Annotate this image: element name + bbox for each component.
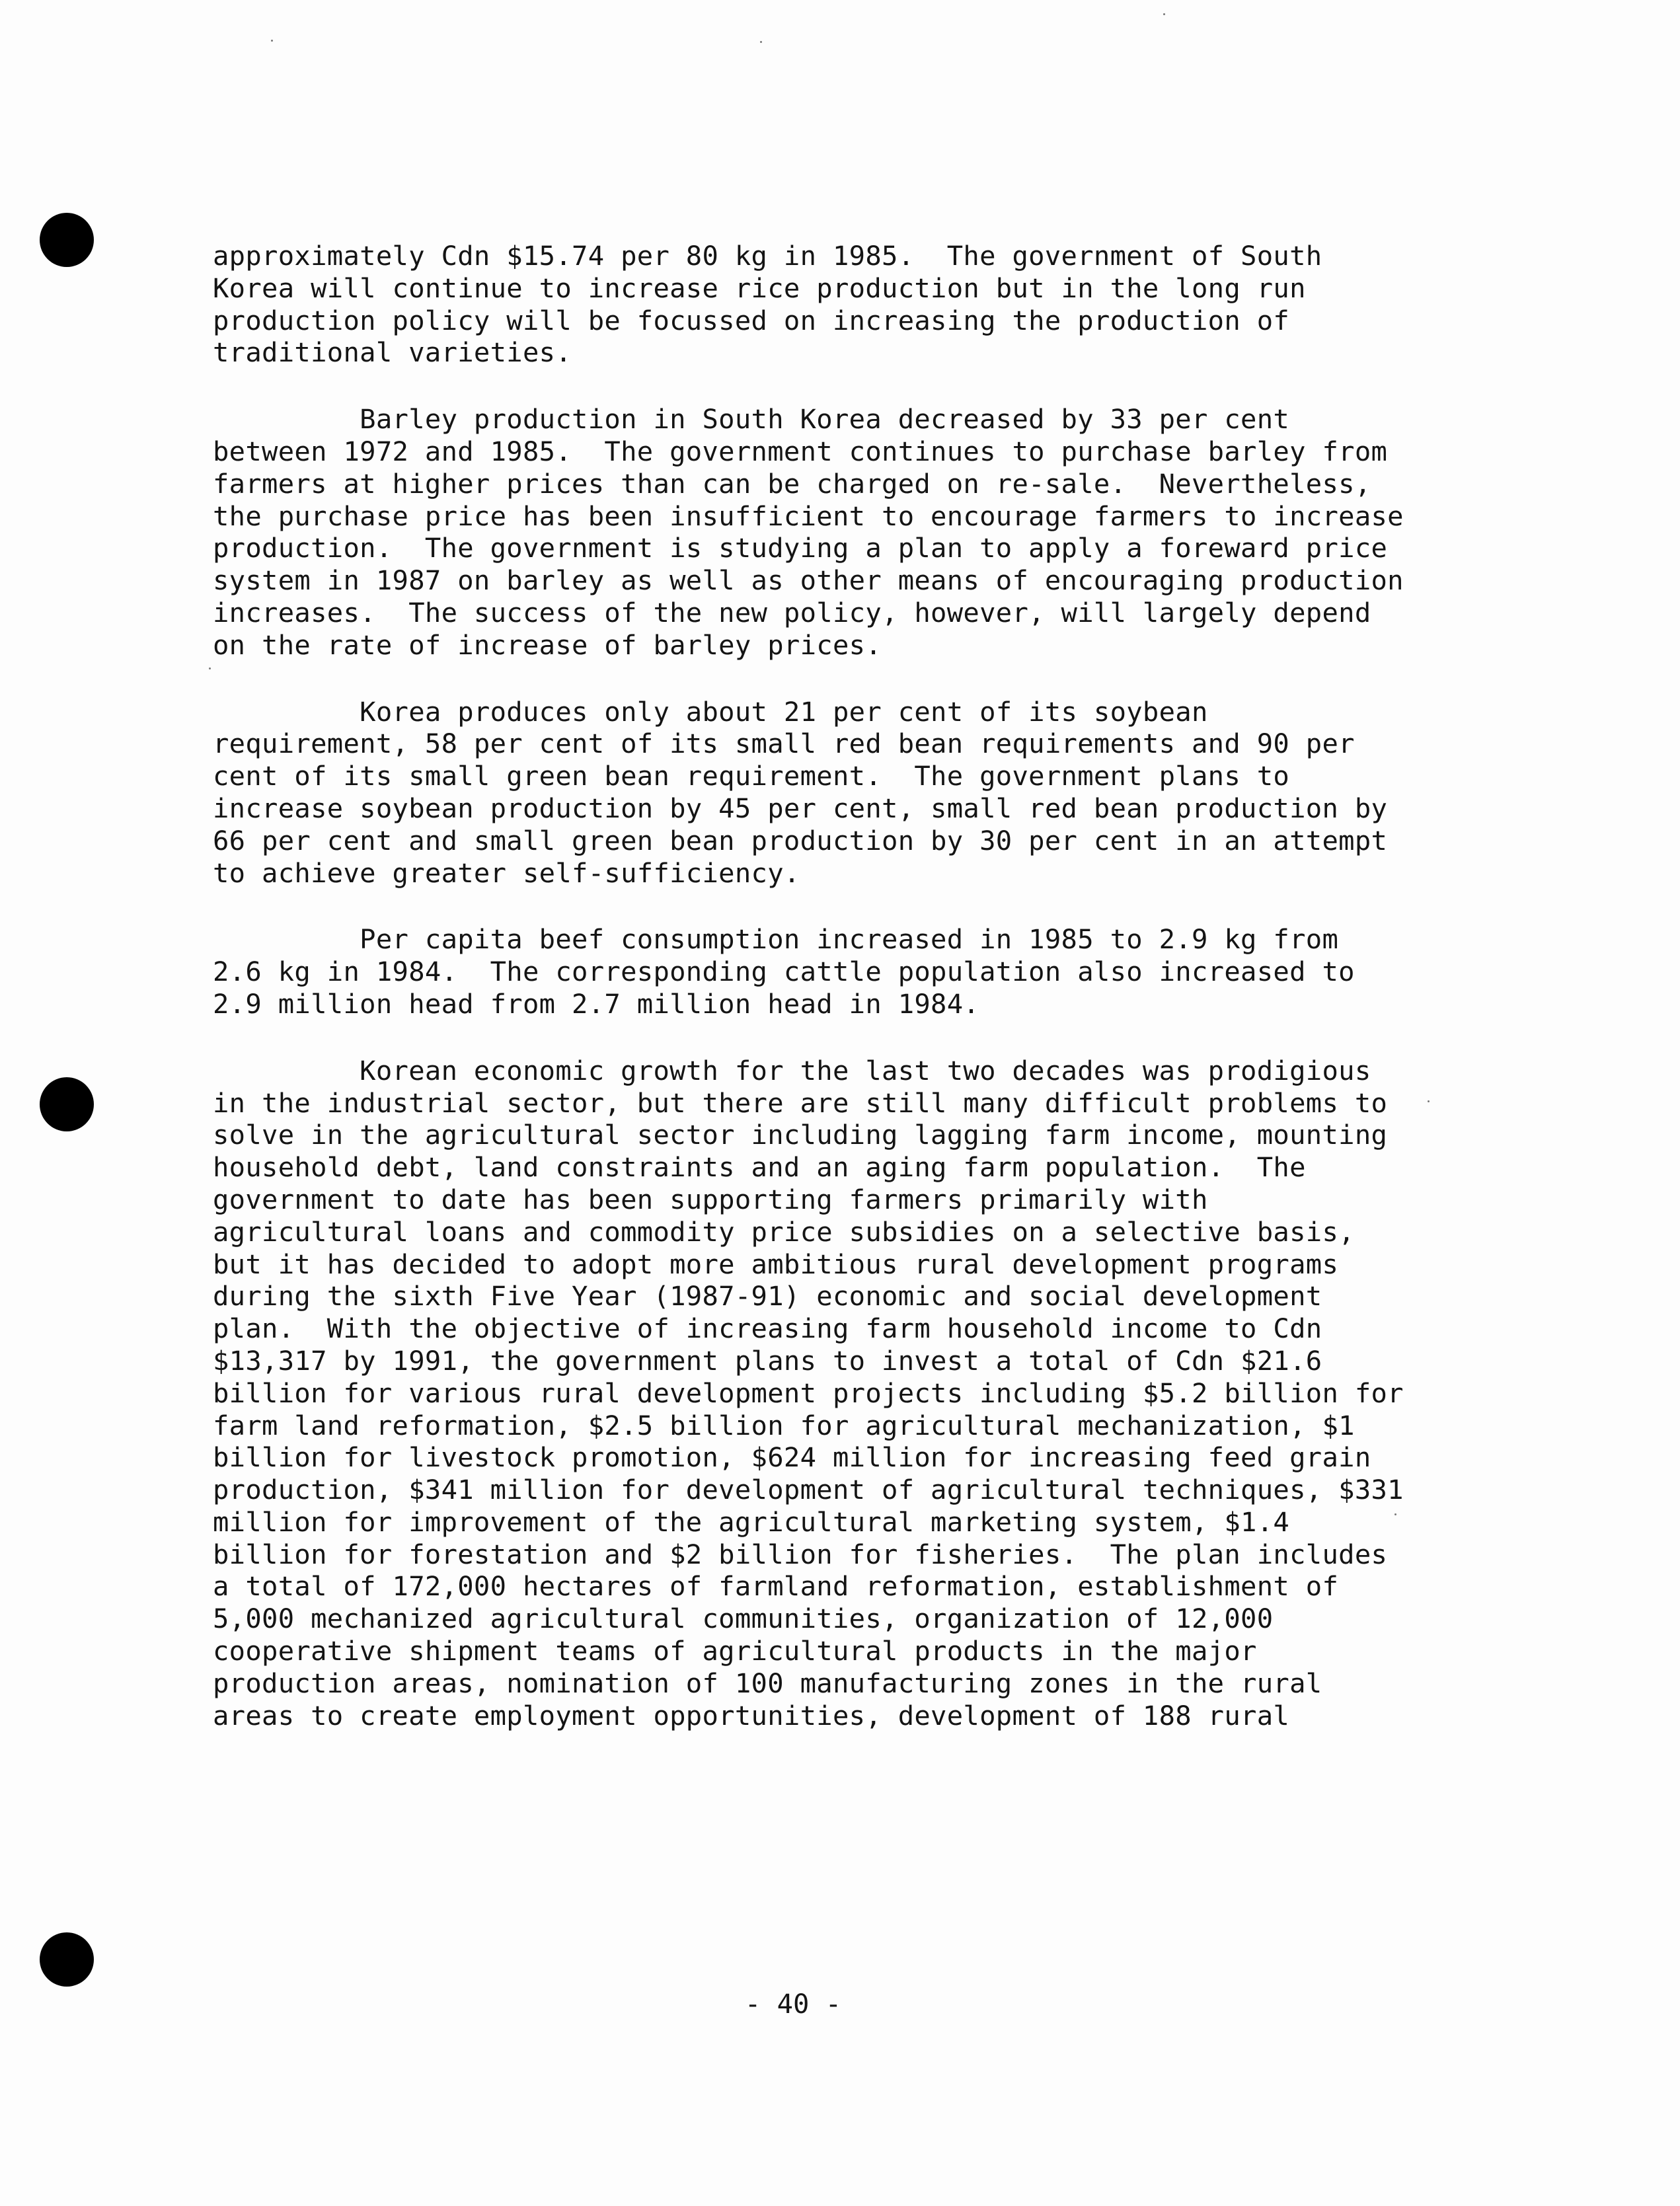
body-text [213, 240, 1482, 1731]
scan-speck [271, 40, 273, 42]
text-line: system in 1987 on barley as well as other means of encouraging production [213, 564, 1404, 597]
text-line: 66 per cent and small green bean production by 30 per cent in an attempt [213, 824, 1388, 856]
text-line: solve in the agricultural sector including lagging farm income, mounting [213, 1119, 1388, 1151]
punch-hole-mark [40, 213, 94, 267]
text-line: cooperative shipment teams of agricultural products in the major [213, 1635, 1257, 1667]
text-line: Korea produces only about 21 per cent of its soybean [213, 695, 1208, 728]
text-line: Per capita beef consumption increased in 1985 to 2.9 kg from [213, 923, 1339, 956]
text-line: increases. The success of the new policy, however, will largely depend [213, 596, 1371, 628]
text-line: approximately Cdn $15.74 per 80 kg in 1985. The government of South [213, 240, 1322, 272]
text-line: requirement, 58 per cent of its small red bean requirements and 90 per [213, 728, 1355, 760]
paragraph-soybean [213, 696, 1482, 890]
text-line: agricultural loans and commodity price subsidies on a selective basis, [213, 1215, 1355, 1248]
text-line: 2.9 million head from 2.7 million head in 1984. [213, 987, 980, 1020]
text-line: 2.6 kg in 1984. The corresponding cattle population also increased to [213, 956, 1355, 988]
text-line: billion for various rural development projects including $5.2 billion for [213, 1377, 1404, 1409]
text-line: government to date has been supporting farmers primarily with [213, 1183, 1208, 1215]
scan-speck [209, 667, 211, 669]
scan-speck [1394, 1513, 1396, 1515]
text-line: a total of 172,000 hectares of farmland reformation, establishment of [213, 1570, 1339, 1603]
text-line: the purchase price has been insufficient to encourage farmers to increase [213, 500, 1404, 532]
text-line: Korea will continue to increase rice production but in the long run [213, 272, 1306, 304]
text-line: production, $341 million for development of agricultural techniques, $331 [213, 1474, 1404, 1506]
scan-speck [1428, 1100, 1430, 1102]
text-line: million for improvement of the agricultural marketing system, $1.4 [213, 1505, 1290, 1538]
text-line: production areas, nomination of 100 manufacturing zones in the rural [213, 1667, 1322, 1699]
text-line: household debt, land constraints and an aging farm population. The [213, 1151, 1306, 1184]
text-line: production policy will be focussed on increasing the production of [213, 304, 1290, 336]
text-line: 5,000 mechanized agricultural communities, organization of 12,000 [213, 1603, 1274, 1635]
text-line: plan. With the objective of increasing farm household income to Cdn [213, 1312, 1322, 1345]
paragraph-barley [213, 403, 1482, 661]
text-line: cent of its small green bean requirement. The government plans to [213, 760, 1290, 792]
text-line: between 1972 and 1985. The government continues to purchase barley from [213, 435, 1388, 467]
punch-hole-mark [40, 1932, 94, 1987]
paragraph-rice [213, 240, 1482, 369]
text-line: billion for forestation and $2 billion for fisheries. The plan includes [213, 1538, 1388, 1570]
text-line: farm land reformation, $2.5 billion for agricultural mechanization, $1 [213, 1409, 1355, 1441]
text-line: billion for livestock promotion, $624 million for increasing feed grain [213, 1441, 1371, 1474]
text-line: production. The government is studying a plan to apply a foreward price [213, 532, 1388, 564]
text-line: Korean economic growth for the last two decades was prodigious [213, 1054, 1371, 1086]
scan-speck [760, 41, 762, 43]
text-line: to achieve greater self-sufficiency. [213, 856, 800, 889]
text-line: on the rate of increase of barley prices. [213, 628, 882, 661]
paragraph-beef [213, 923, 1482, 1020]
page-number: - 40 - [744, 1988, 842, 2020]
text-line: Barley production in South Korea decreased by 33 per cent [213, 403, 1290, 436]
text-line: during the sixth Five Year (1987-91) economic and social development [213, 1280, 1322, 1312]
punch-hole-mark [40, 1077, 94, 1131]
paragraph-economic-growth [213, 1055, 1482, 1732]
text-line: in the industrial sector, but there are still many difficult problems to [213, 1086, 1388, 1119]
text-line: $13,317 by 1991, the government plans to invest a total of Cdn $21.6 [213, 1344, 1322, 1377]
text-line: traditional varieties. [213, 336, 572, 369]
scan-speck [1163, 13, 1165, 15]
text-line: farmers at higher prices than can be charged on re-sale. Nevertheless, [213, 467, 1371, 500]
text-line: areas to create employment opportunities, development of 188 rural [213, 1699, 1290, 1731]
text-line: increase soybean production by 45 per cent, small red bean production by [213, 792, 1388, 824]
text-line: but it has decided to adopt more ambitious rural development programs [213, 1248, 1339, 1280]
